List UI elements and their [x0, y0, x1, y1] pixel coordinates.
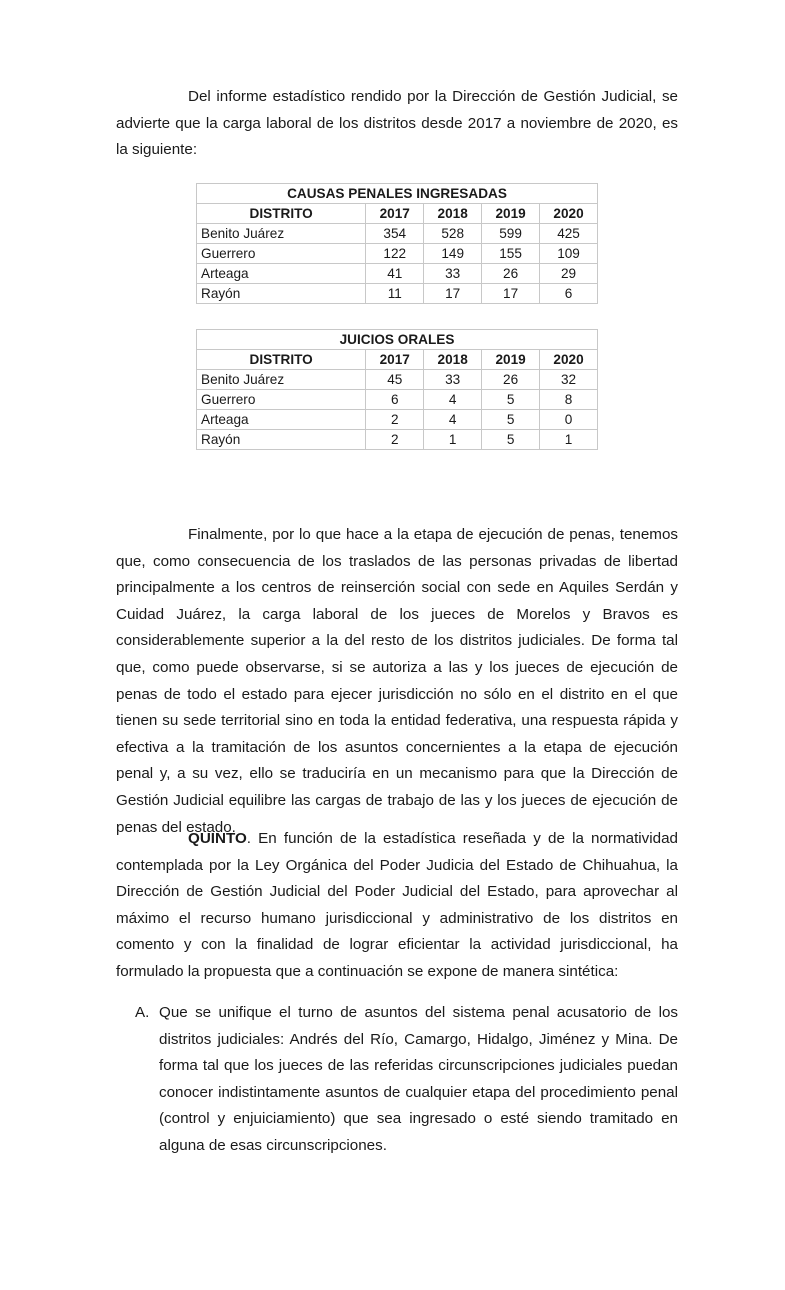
value-cell: 599 — [482, 224, 540, 244]
intro-paragraph — [116, 84, 678, 164]
list-item-text: Que se unifique el turno de asuntos del sistema penal acusatorio de los distritos judiciales: Andrés del Río, Camargo, Hidalgo, Jiménez y Mina. De forma tal que los jueces de las referidas circunscripciones judiciales puedan conocer indistintamente asuntos de cualquier etapa del procedimiento penal (control y enjuiciamiento) que sea ingresado o esté siendo tramitado en alguna de esas circunscripciones. — [159, 1004, 678, 1154]
table-row — [197, 430, 598, 450]
column-header: 2017 — [366, 350, 424, 370]
district-cell: Benito Juárez — [197, 224, 366, 244]
proposal-list — [116, 1000, 678, 1160]
value-cell: 109 — [540, 244, 598, 264]
value-cell: 6 — [366, 390, 424, 410]
list-item — [116, 1000, 678, 1160]
value-cell: 149 — [424, 244, 482, 264]
value-cell: 45 — [366, 370, 424, 390]
value-cell: 26 — [482, 370, 540, 390]
table-header-row — [197, 204, 598, 224]
value-cell: 32 — [540, 370, 598, 390]
value-cell: 8 — [540, 390, 598, 410]
value-cell: 26 — [482, 264, 540, 284]
value-cell: 4 — [424, 390, 482, 410]
value-cell: 17 — [482, 284, 540, 304]
district-cell: Guerrero — [197, 244, 366, 264]
value-cell: 4 — [424, 410, 482, 430]
list-marker: A. — [135, 1004, 150, 1021]
table-title: CAUSAS PENALES INGRESADAS — [197, 184, 598, 204]
value-cell: 29 — [540, 264, 598, 284]
table-row — [197, 410, 598, 430]
table-row — [197, 370, 598, 390]
value-cell: 17 — [424, 284, 482, 304]
quinto-text: . En función de la estadística reseñada y de la normatividad contemplada por la Ley Orgánica del Poder Judicia del Estado de Chihuahua, la Dirección de Gestión Judicial del Poder Judicial del Estado, para aprovechar al máximo el recurso humano jurisdiccional y administrativo de los distritos en comento y con la finalidad de lograr eficientar la actividad jurisdiccional, ha formulado la propuesta que a continuación se expone de manera sintética: — [116, 830, 678, 980]
column-header: 2019 — [482, 350, 540, 370]
value-cell: 0 — [540, 410, 598, 430]
district-cell: Rayón — [197, 430, 366, 450]
value-cell: 2 — [366, 430, 424, 450]
value-cell: 5 — [482, 430, 540, 450]
quinto-paragraph — [116, 826, 678, 986]
value-cell: 122 — [366, 244, 424, 264]
column-header: DISTRITO — [197, 204, 366, 224]
ejecucion-paragraph — [116, 522, 678, 841]
district-cell: Arteaga — [197, 410, 366, 430]
column-header: DISTRITO — [197, 350, 366, 370]
table-row — [197, 284, 598, 304]
table-header-row — [197, 350, 598, 370]
value-cell: 425 — [540, 224, 598, 244]
value-cell: 33 — [424, 264, 482, 284]
district-cell: Guerrero — [197, 390, 366, 410]
value-cell: 2 — [366, 410, 424, 430]
quinto-heading: QUINTO — [188, 830, 247, 847]
table-row — [197, 264, 598, 284]
column-header: 2017 — [366, 204, 424, 224]
ejecucion-text: Finalmente, por lo que hace a la etapa de ejecución de penas, tenemos que, como consecuencia de los traslados de las personas privadas de libertad principalmente a los centros de reinserción social con sede en Aquiles Serdán y Cuidad Juárez, la carga laboral de los jueces de Morelos y Bravos es considerablemente superior a la del resto de los distritos judiciales. De forma tal que, como puede observarse, si se autoriza a las y los jueces de ejecución de penas de todo el estado para ejecer jurisdicción no sólo en el distrito en el que tienen su sede territorial sino en toda la entidad federativa, una respuesta rápida y efectiva a la tramitación de los asuntos concernientes a la etapa de ejecución penal y, a su vez, ello se traduciría en un mecanismo para que la Dirección de Gestión Judicial equilibre las cargas de trabajo de las y los jueces de ejecución de penas del estado. — [116, 526, 678, 836]
district-cell: Rayón — [197, 284, 366, 304]
column-header: 2020 — [540, 204, 598, 224]
table-row — [197, 244, 598, 264]
table-row — [197, 224, 598, 244]
value-cell: 1 — [540, 430, 598, 450]
value-cell: 1 — [424, 430, 482, 450]
value-cell: 6 — [540, 284, 598, 304]
column-header: 2019 — [482, 204, 540, 224]
intro-text: Del informe estadístico rendido por la Dirección de Gestión Judicial, se advierte que la carga laboral de los distritos desde 2017 a noviembre de 2020, es la siguiente: — [116, 88, 678, 159]
value-cell: 5 — [482, 390, 540, 410]
value-cell: 155 — [482, 244, 540, 264]
causas-penales-table — [196, 183, 598, 304]
district-cell: Arteaga — [197, 264, 366, 284]
value-cell: 11 — [366, 284, 424, 304]
column-header: 2018 — [424, 204, 482, 224]
district-cell: Benito Juárez — [197, 370, 366, 390]
value-cell: 354 — [366, 224, 424, 244]
value-cell: 5 — [482, 410, 540, 430]
value-cell: 33 — [424, 370, 482, 390]
value-cell: 528 — [424, 224, 482, 244]
juicios-orales-table — [196, 329, 598, 450]
table-row — [197, 390, 598, 410]
column-header: 2018 — [424, 350, 482, 370]
column-header: 2020 — [540, 350, 598, 370]
table-title: JUICIOS ORALES — [197, 330, 598, 350]
value-cell: 41 — [366, 264, 424, 284]
